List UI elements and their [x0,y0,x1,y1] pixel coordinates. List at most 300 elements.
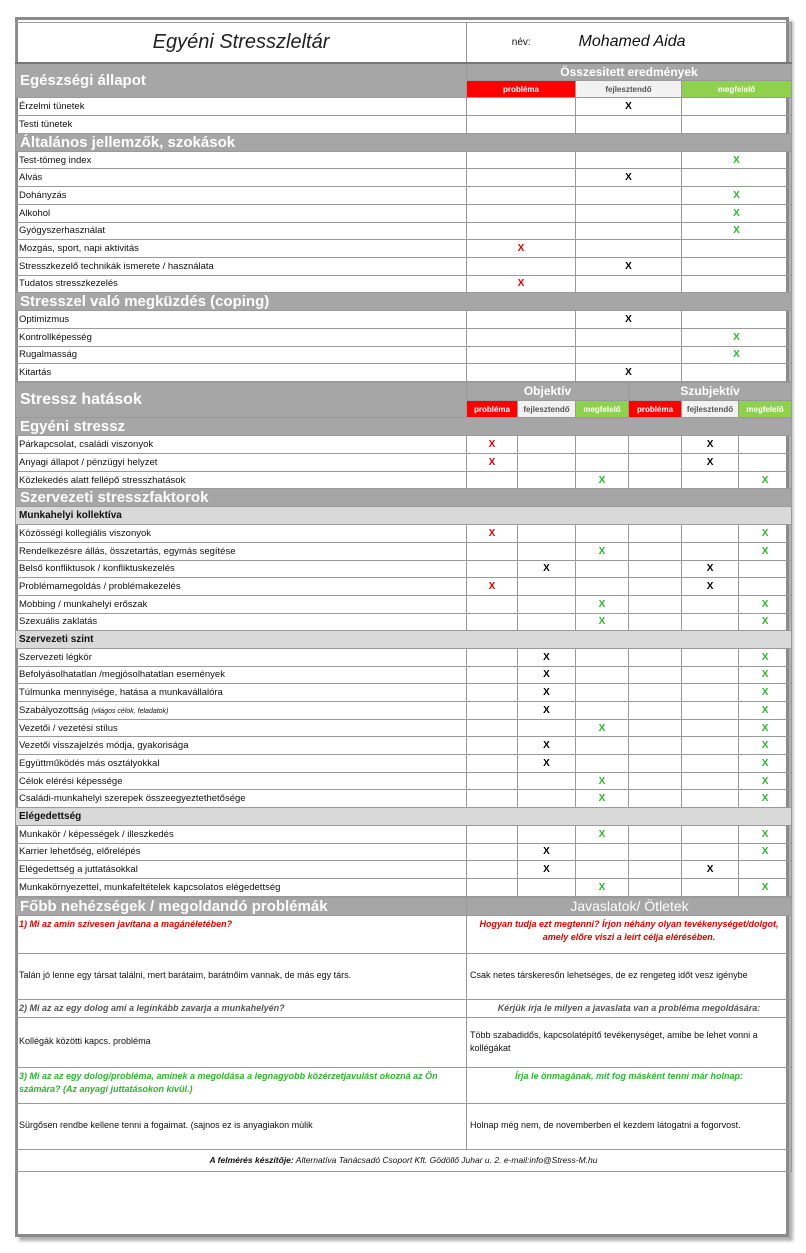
subj-problema-cell [629,825,682,843]
obj-problema-cell [467,595,518,613]
x-mark: X [761,828,769,840]
row-label [16,684,467,702]
x-mark: X [543,651,550,663]
rating-fejlesztendo-cell [576,169,682,187]
name-label: név: [467,23,576,63]
subj-megfelelo-cell [739,542,792,560]
obj-fejlesztendo-cell [518,772,576,790]
row-label-text: Problémamegoldás / problémakezelés [19,581,181,593]
obj-fejlesztendo-cell [518,560,576,578]
obj-problema-cell [467,843,518,861]
subj-fejlesztendo-cell [682,578,739,596]
row-label: Dohányzás [16,187,467,205]
subj-problema-cell [629,666,682,684]
row-label: Mozgás, sport, napi aktivitás [16,240,467,258]
rating-fejlesztendo-cell [576,311,682,329]
subj-fejlesztendo-cell [682,560,739,578]
rating-problema-cell [467,346,576,364]
subj-fejlesztendo-cell [682,471,739,489]
subj-fejlesztendo-cell [682,843,739,861]
table-row [16,116,792,134]
subj-megfelelo-cell [739,684,792,702]
name-value: Mohamed Aida [576,23,792,63]
obj-megfelelo-cell [576,772,629,790]
x-mark: X [543,757,550,769]
row-label: Testi tünetek [16,116,467,134]
row-label-text: Szabályozottság [19,704,89,716]
row-label-note: (világos célok, feladatok) [91,707,169,715]
row-label [16,525,467,543]
row-label [16,560,467,578]
hint-text: Hogyan tudja ezt megtenni? Írjon néhány olyan tevékenységet/dolgot, amely előre viszi a leírt célja elérésében. [467,915,792,953]
table-row [16,755,792,773]
subj-megfelelo-cell [739,525,792,543]
subj-megfelelo-cell [739,578,792,596]
rating-problema-cell [467,151,576,169]
obj-problema-cell [467,560,518,578]
obj-megfelelo-cell [576,454,629,472]
obj-fejlesztendo-cell [518,702,576,720]
row-label [16,843,467,861]
row-label-text: Szexuális zaklatás [19,616,98,628]
rating-fejlesztendo-cell [576,240,682,258]
obj-megfelelo-cell [576,755,629,773]
x-mark: X [625,101,632,113]
table-row [16,436,792,454]
table-row [16,169,792,187]
answer-row [16,1103,792,1149]
row-label [16,737,467,755]
subj-problema-cell [629,878,682,896]
row-label: Stresszkezelő technikák ismerete / használata [16,257,467,275]
table-row [16,702,792,720]
answer-row [16,953,792,999]
section-title: Egyéni stressz [16,418,792,436]
row-label: Érzelmi tünetek [16,98,467,116]
obj-fejlesztendo-cell [518,613,576,631]
x-mark: X [706,439,714,451]
rating-problema-cell [467,364,576,382]
x-mark: X [761,704,769,716]
obj-problema-cell [467,471,518,489]
row-label-text: Családi-munkahelyi szerepek összeegyeztethetősége [19,793,246,805]
suggestions-title: Javaslatok/ Ötletek [467,897,792,915]
subj-fejlesztendo-cell [682,737,739,755]
label-problema: probléma [467,80,576,98]
obj-megfelelo-cell [576,684,629,702]
row-label [16,436,467,454]
table-row [16,364,792,382]
obj-problema-cell [467,666,518,684]
subj-megfelelo-cell [739,719,792,737]
rating-fejlesztendo-cell [576,328,682,346]
suggestion-text: Több szabadidős, kapcsolatépítő tevékenységet, amibe be lehet vonni a kollégákat [467,1017,792,1067]
row-label-text: Vezetői / vezetési stílus [19,722,118,734]
subj-problema-cell [629,702,682,720]
table-row [16,790,792,808]
problems-title: Főbb nehézségek / megoldandó problémák [16,897,467,915]
subj-megfelelo-cell [739,737,792,755]
row-label [16,702,467,720]
subj-fejlesztendo-cell [682,454,739,472]
subj-label-fejlesztendo: fejlesztendő [682,400,739,418]
subj-fejlesztendo-cell [682,790,739,808]
obj-megfelelo-cell [576,648,629,666]
obj-megfelelo-cell [576,525,629,543]
footer-label: A felmérés készítője: [209,1155,294,1166]
obj-problema-cell [467,436,518,454]
subj-megfelelo-cell [739,702,792,720]
section-title: Szervezeti stresszfaktorok [16,489,792,507]
obj-fejlesztendo-cell [518,595,576,613]
rating-fejlesztendo-cell [576,275,682,293]
subj-fejlesztendo-cell [682,648,739,666]
subj-megfelelo-cell [739,790,792,808]
row-label-text: Belső konfliktusok / konfliktuskezelés [19,563,175,575]
rating-problema-cell [467,169,576,187]
row-label: Gyógyszerhasználat [16,222,467,240]
row-label [16,454,467,472]
x-mark: X [598,793,606,805]
row-label: Test-tömeg index [16,151,467,169]
x-mark: X [598,775,606,787]
obj-label-fejlesztendo: fejlesztendő [518,400,576,418]
x-mark: X [598,722,606,734]
obj-megfelelo-cell [576,790,629,808]
rating-fejlesztendo-cell [576,257,682,275]
row-label-text: Munkakör / képességek / illeszkedés [19,828,174,840]
x-mark: X [761,669,769,681]
subj-megfelelo-cell [739,825,792,843]
table-row [16,666,792,684]
x-mark: X [761,598,769,610]
x-mark: X [706,456,714,468]
subj-megfelelo-cell [739,595,792,613]
obj-problema-cell [467,878,518,896]
x-mark: X [543,687,550,699]
x-mark: X [517,278,525,290]
subj-megfelelo-cell [739,471,792,489]
x-mark: X [733,154,740,166]
rating-fejlesztendo-cell [576,204,682,222]
label-megfelelo: megfelelő [682,80,792,98]
rating-megfelelo-cell [682,275,792,293]
rating-problema-cell [467,98,576,116]
subj-problema-cell [629,595,682,613]
answer-text: Kollégák közötti kapcs. probléma [16,1017,467,1067]
subj-label-megfelelo: megfelelő [739,400,792,418]
subj-problema-cell [629,454,682,472]
qa-table [15,897,792,1172]
x-mark: X [625,172,632,184]
subsection-title: Szervezeti szint [16,631,792,649]
obj-problema-cell [467,454,518,472]
question-row [16,915,792,953]
subj-problema-cell [629,436,682,454]
obj-megfelelo-cell [576,737,629,755]
obj-fejlesztendo-cell [518,878,576,896]
subj-fejlesztendo-cell [682,684,739,702]
subj-fejlesztendo-cell [682,613,739,631]
rating-megfelelo-cell [682,169,792,187]
x-mark: X [706,581,714,593]
table-row [16,595,792,613]
obj-megfelelo-cell [576,542,629,560]
row-label: Tudatos stresszkezelés [16,275,467,293]
row-label: Kitartás [16,364,467,382]
obj-megfelelo-cell [576,878,629,896]
x-mark: X [733,331,740,343]
obj-problema-cell [467,790,518,808]
subj-fejlesztendo-cell [682,702,739,720]
subj-megfelelo-cell [739,878,792,896]
rating-megfelelo-cell [682,257,792,275]
obj-fejlesztendo-cell [518,454,576,472]
x-mark: X [488,456,496,468]
label-fejlesztendo: fejlesztendő [576,80,682,98]
table-row [16,346,792,364]
obj-problema-cell [467,613,518,631]
rating-fejlesztendo-cell [576,187,682,205]
table-row [16,275,792,293]
table-row [16,648,792,666]
question-row [16,999,792,1017]
footer-row [16,1149,792,1171]
rating-fejlesztendo-cell [576,151,682,169]
subj-problema-cell [629,772,682,790]
obj-megfelelo-cell [576,666,629,684]
rating-problema-cell [467,240,576,258]
table-row [16,737,792,755]
obj-fejlesztendo-cell [518,436,576,454]
obj-fejlesztendo-cell [518,471,576,489]
rating-fejlesztendo-cell [576,222,682,240]
x-mark: X [761,527,769,539]
table-row [16,471,792,489]
obj-megfelelo-cell [576,843,629,861]
obj-problema-cell [467,737,518,755]
x-mark: X [733,189,740,201]
obj-label-megfelelo: megfelelő [576,400,629,418]
obj-fejlesztendo-cell [518,684,576,702]
x-mark: X [543,563,550,575]
x-mark: X [761,881,769,893]
obj-problema-cell [467,648,518,666]
table-row [16,861,792,879]
obj-fejlesztendo-cell [518,755,576,773]
hint-text: Kérjük írja le milyen a javaslata van a probléma megoldására: [467,999,792,1017]
row-label: Kontrollképesség [16,328,467,346]
row-label: Alkohol [16,204,467,222]
x-mark: X [761,545,769,557]
hint-text: Írja le önmagának, mit fog másként tenni már holnap: [467,1067,792,1103]
table-row [16,878,792,896]
obj-fejlesztendo-cell [518,861,576,879]
subj-problema-cell [629,684,682,702]
table-row [16,454,792,472]
obj-megfelelo-cell [576,436,629,454]
row-label [16,595,467,613]
rating-problema-cell [467,187,576,205]
x-mark: X [598,474,606,486]
x-mark: X [761,722,769,734]
qa-header-row [16,897,792,915]
obj-problema-cell [467,719,518,737]
table-row [16,222,792,240]
row-label-text: Közlekedés alatt fellépő stresszhatások [19,474,186,486]
subsection-title: Elégedettség [16,808,792,826]
row-label [16,790,467,808]
title-row [16,23,792,63]
obj-fejlesztendo-cell [518,790,576,808]
row-label [16,719,467,737]
subj-problema-cell [629,755,682,773]
obj-megfelelo-cell [576,471,629,489]
suggestion-text: Csak netes társkeresőn lehetséges, de ez rengeteg időt vesz igénybe [467,953,792,999]
subj-problema-cell [629,471,682,489]
row-label-text: Közösségi kollegiális viszonyok [19,527,152,539]
subj-fejlesztendo-cell [682,755,739,773]
obj-fejlesztendo-cell [518,719,576,737]
obj-megfelelo-cell [576,825,629,843]
subj-problema-cell [629,861,682,879]
obj-problema-cell [467,772,518,790]
section-header-row [16,418,792,436]
x-mark: X [543,704,550,716]
obj-megfelelo-cell [576,595,629,613]
subj-fejlesztendo-cell [682,436,739,454]
x-mark: X [733,349,740,361]
row-label: Optimizmus [16,311,467,329]
row-label [16,471,467,489]
obj-problema-cell [467,578,518,596]
obj-fejlesztendo-cell [518,843,576,861]
subsection-row [16,808,792,826]
table-row [16,542,792,560]
subj-problema-cell [629,525,682,543]
obj-problema-cell [467,542,518,560]
x-mark: X [761,740,769,752]
rating-megfelelo-cell [682,204,792,222]
x-mark: X [543,669,550,681]
row-label-text: Karrier lehetőség, előrelépés [19,846,141,858]
subj-megfelelo-cell [739,755,792,773]
row-label-text: Vezetői visszajelzés módja, gyakorisága [19,740,189,752]
rating-fejlesztendo-cell [576,116,682,134]
obj-fejlesztendo-cell [518,525,576,543]
footer-text: Alternatíva Tanácsadó Csoport Kft. Gödöllő Juhar u. 2. e-mail:info@Stress-M.hu [295,1155,598,1166]
rating-megfelelo-cell [682,346,792,364]
subj-problema-cell [629,843,682,861]
answer-row [16,1017,792,1067]
subj-problema-cell [629,648,682,666]
subj-megfelelo-cell [739,648,792,666]
obj-problema-cell [467,525,518,543]
obj-fejlesztendo-cell [518,666,576,684]
x-mark: X [733,207,740,219]
x-mark: X [598,881,606,893]
subj-problema-cell [629,560,682,578]
x-mark: X [517,243,525,255]
report-content [15,22,791,1172]
section-header-row [16,63,792,81]
x-mark: X [598,828,606,840]
obj-megfelelo-cell [576,861,629,879]
rating-fejlesztendo-cell [576,346,682,364]
table-row [16,311,792,329]
section-header-row [16,133,792,151]
row-label [16,755,467,773]
obj-fejlesztendo-cell [518,542,576,560]
rating-megfelelo-cell [682,187,792,205]
subsection-row [16,631,792,649]
x-mark: X [543,864,550,876]
obj-fejlesztendo-cell [518,578,576,596]
row-label-text: Munkakörnyezettel, munkafeltételek kapcsolatos elégedettség [19,881,281,893]
rating-problema-cell [467,328,576,346]
subj-megfelelo-cell [739,613,792,631]
objective-header: Objektív [467,383,629,401]
subj-fejlesztendo-cell [682,825,739,843]
table-row [16,613,792,631]
subjective-header: Szubjektív [629,383,792,401]
subsection-title: Munkahelyi kollektíva [16,507,792,525]
table-row [16,257,792,275]
x-mark: X [761,616,769,628]
x-mark: X [761,757,769,769]
obj-megfelelo-cell [576,560,629,578]
subj-megfelelo-cell [739,843,792,861]
row-label-text: Befolyásolhatatlan /megjósolhatatlan események [19,669,225,681]
obj-problema-cell [467,755,518,773]
row-label [16,666,467,684]
x-mark: X [543,740,550,752]
table-row [16,719,792,737]
subj-fejlesztendo-cell [682,861,739,879]
subj-fejlesztendo-cell [682,719,739,737]
rating-problema-cell [467,311,576,329]
x-mark: X [488,439,496,451]
row-label: Alvás [16,169,467,187]
question-text: 3) Mi az az egy dolog/probléma, aminek a megoldása a legnagyobb közérzetjavulást okozná az Ön számára? (Az anyagi juttatásokon kívül.) [16,1067,467,1103]
row-label-text: Elégedettség a juttatásokkal [19,864,138,876]
section-header-row [16,293,792,311]
row-label [16,578,467,596]
summary-table [15,22,792,382]
table-row [16,240,792,258]
subj-fejlesztendo-cell [682,666,739,684]
subj-problema-cell [629,542,682,560]
subj-fejlesztendo-cell [682,525,739,543]
row-label-text: Együttműködés más osztályokkal [19,757,160,769]
rating-megfelelo-cell [682,311,792,329]
x-mark: X [761,846,769,858]
obj-problema-cell [467,684,518,702]
x-mark: X [761,775,769,787]
row-label [16,878,467,896]
x-mark: X [761,687,769,699]
page-title: Egyéni Stresszleltár [16,23,467,63]
subj-megfelelo-cell [739,454,792,472]
stress-table [15,382,792,897]
x-mark: X [761,474,769,486]
question-row [16,1067,792,1103]
subsection-row [16,507,792,525]
obj-megfelelo-cell [576,613,629,631]
subj-label-problema: probléma [629,400,682,418]
x-mark: X [761,793,769,805]
x-mark: X [706,864,714,876]
